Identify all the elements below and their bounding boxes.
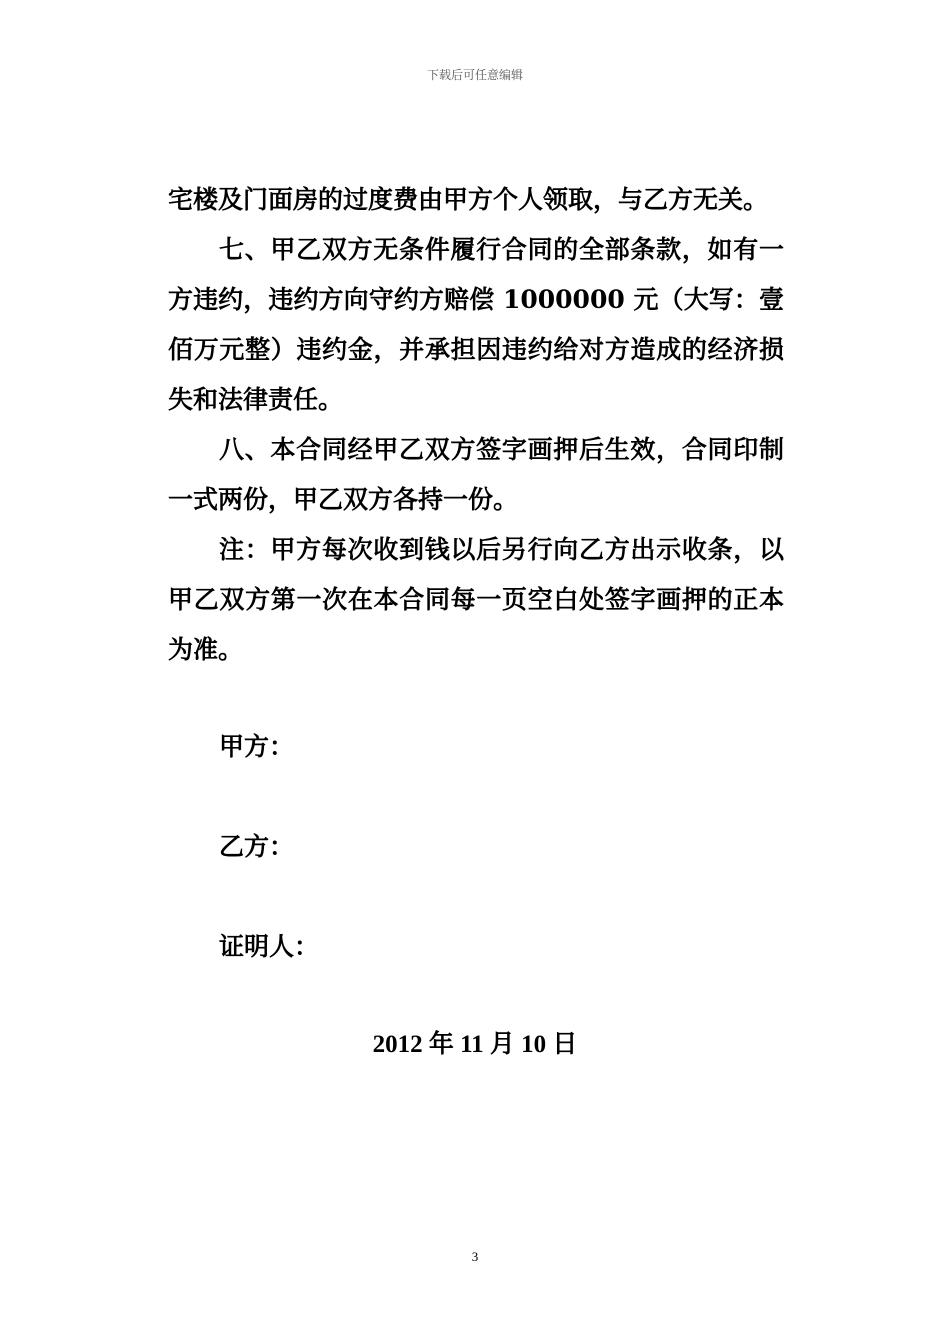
paragraph-clause-seven: 七、甲乙双方无条件履行合同的全部条款，如有一方违约，违约方向守约方赔偿 1000000 元（大写：壹佰万元整）违约金，并承担因违约给对方造成的经济损失和法律责任。	[168, 235, 784, 414]
party-b-signature-label: 乙方：	[219, 832, 295, 861]
page-header: 下载后可任意编辑	[426, 68, 523, 82]
paragraph-note: 注：甲方每次收到钱以后另行向乙方出示收条，以甲乙双方第一次在本合同每一页空白处签字画押的正本为准。	[168, 535, 784, 664]
contract-date: 2012 年 11 月 10 日	[372, 1031, 578, 1058]
paragraph-continued: 宅楼及门面房的过度费由甲方个人领取，与乙方无关。	[168, 185, 769, 214]
page-number: 3	[471, 1249, 479, 1264]
contract-body	[168, 175, 784, 675]
party-a-signature-label: 甲方：	[219, 732, 295, 761]
witness-signature-label: 证明人：	[219, 932, 320, 961]
paragraph-clause-eight: 八、本合同经甲乙双方签字画押后生效，合同印制一式两份，甲乙双方各持一份。	[168, 435, 784, 514]
